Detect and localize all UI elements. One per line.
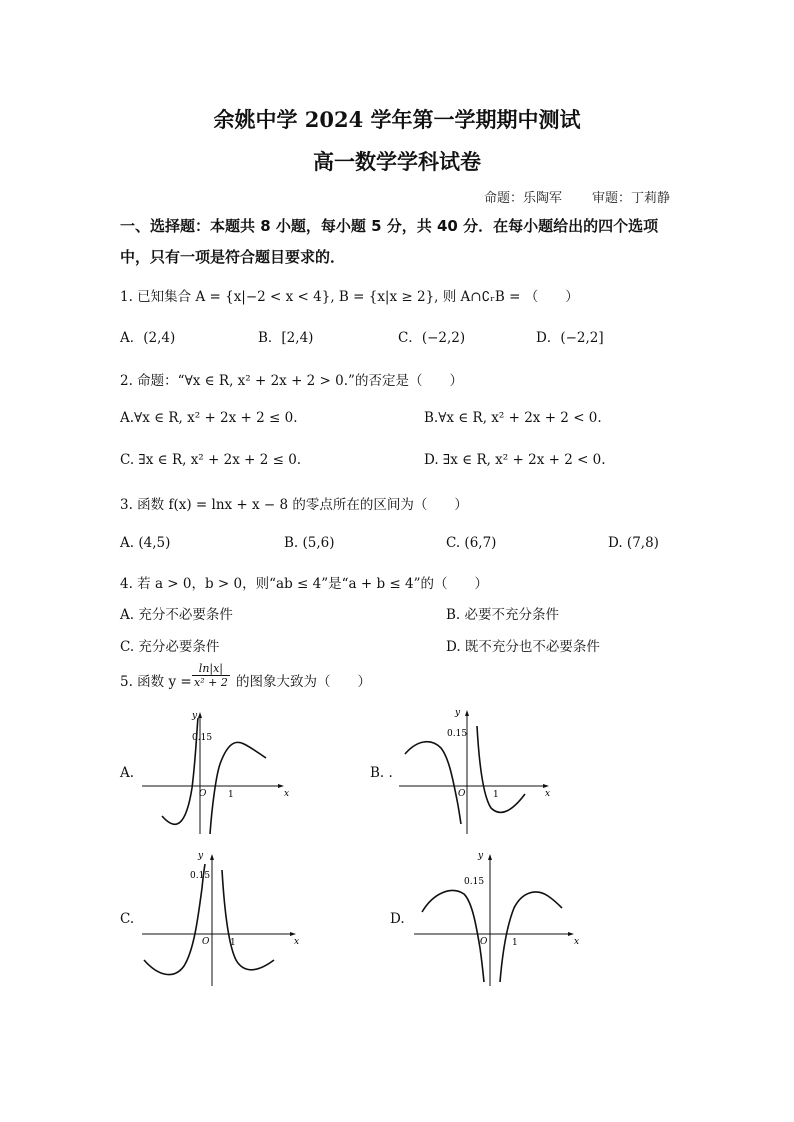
question-5-stem-suffix: 的图象大致为（ ） bbox=[236, 674, 371, 690]
x-axis-arrow bbox=[543, 784, 549, 788]
q4-option-d: D. 既不充分也不必要条件 bbox=[446, 639, 600, 655]
origin-label: O bbox=[458, 789, 466, 799]
x-axis-arrow bbox=[568, 932, 574, 936]
q5-option-d: D. bbox=[390, 911, 405, 927]
curve-right bbox=[500, 892, 562, 982]
q3-option-b: B. (5,6) bbox=[284, 535, 335, 551]
fraction-denominator: x² + 2 bbox=[194, 676, 228, 689]
y-axis-label: y bbox=[455, 708, 461, 718]
y-axis-label: y bbox=[478, 851, 484, 861]
q4-option-c: C. 充分必要条件 bbox=[120, 639, 220, 655]
exam-title: 余姚中学 2024 学年第一学期期中测试 bbox=[213, 107, 581, 132]
x-axis-arrow bbox=[278, 784, 284, 788]
graph-c bbox=[140, 848, 305, 988]
q3-option-a: A. (4,5) bbox=[120, 535, 171, 551]
q3-option-c: C. (6,7) bbox=[446, 535, 497, 551]
curve-right bbox=[210, 742, 266, 834]
x-axis-label: x bbox=[294, 937, 300, 947]
graph-b bbox=[397, 706, 557, 836]
tick-one-label: 1 bbox=[512, 938, 518, 948]
origin-label: O bbox=[480, 937, 488, 947]
exam-subtitle: 高一数学学科试卷 bbox=[313, 149, 481, 174]
graph-d bbox=[412, 848, 582, 988]
tick-015-label: 0.15 bbox=[192, 733, 213, 743]
q1-option-c: C．(−2,2) bbox=[398, 330, 466, 346]
q4-option-b: B. 必要不充分条件 bbox=[446, 607, 560, 623]
y-axis-label: y bbox=[198, 851, 204, 861]
y-axis-arrow bbox=[210, 854, 214, 860]
q2-option-b: B.∀x ∈ R, x² + 2x + 2 < 0. bbox=[424, 410, 602, 426]
tick-015-label: 0.15 bbox=[464, 877, 485, 887]
fraction-numerator: ln|x| bbox=[192, 662, 230, 676]
q1-option-d: D．(−2,2] bbox=[536, 330, 604, 346]
y-axis-arrow bbox=[198, 712, 202, 718]
curve-right bbox=[477, 726, 525, 812]
q2-option-d: D. ∃x ∈ R, x² + 2x + 2 < 0. bbox=[424, 452, 606, 468]
q5-option-b: B. . bbox=[370, 765, 393, 781]
reviewer-label: 审题：丁莉静 bbox=[592, 191, 671, 206]
tick-015-label: 0.15 bbox=[447, 729, 468, 739]
curve-right bbox=[222, 870, 274, 970]
question-1-stem: 1. 已知集合 A = {x|−2 < x < 4}, B = {x|x ≥ 2}, 则 A∩∁ᵣB = （ ） bbox=[120, 289, 579, 305]
tick-one-label: 1 bbox=[230, 938, 236, 948]
q2-option-c: C. ∃x ∈ R, x² + 2x + 2 ≤ 0. bbox=[120, 452, 302, 468]
section-heading-line2: 中，只有一项是符合题目要求的． bbox=[120, 248, 346, 266]
x-axis-label: x bbox=[545, 789, 551, 799]
tick-one-label: 1 bbox=[493, 790, 499, 800]
question-2-stem: 2. 命题：“∀x ∈ R, x² + 2x + 2 > 0.”的否定是（ ） bbox=[120, 373, 463, 389]
y-axis-arrow bbox=[465, 710, 469, 716]
q5-option-a: A. bbox=[120, 765, 135, 781]
origin-label: O bbox=[202, 937, 210, 947]
q1-option-a: A．(2,4) bbox=[120, 330, 176, 346]
tick-one-label: 1 bbox=[228, 790, 234, 800]
tick-015-label: 0.15 bbox=[190, 871, 211, 881]
q1-option-b: B．[2,4) bbox=[258, 330, 314, 346]
q2-option-a: A.∀x ∈ R, x² + 2x + 2 ≤ 0. bbox=[120, 410, 298, 426]
question-3-stem: 3. 函数 f(x) = lnx + x − 8 的零点所在的区间为（ ） bbox=[120, 497, 468, 513]
x-axis-arrow bbox=[290, 932, 296, 936]
q5-option-c: C. bbox=[120, 911, 135, 927]
section-heading-line1: 一、选择题：本题共 8 小题，每小题 5 分，共 40 分．在每小题给出的四个选项 bbox=[120, 217, 659, 235]
curve-left bbox=[422, 891, 484, 982]
question-4-stem: 4. 若 a > 0，b > 0，则“ab ≤ 4”是“a + b ≤ 4”的（ ） bbox=[120, 576, 488, 592]
y-axis-label: y bbox=[192, 711, 198, 721]
origin-label: O bbox=[199, 789, 207, 799]
q4-option-a: A. 充分不必要条件 bbox=[120, 607, 233, 623]
graph-a bbox=[140, 706, 290, 836]
x-axis-label: x bbox=[284, 789, 290, 799]
author-label: 命题：乐陶军 bbox=[484, 191, 563, 206]
curve-left bbox=[405, 742, 461, 824]
y-axis-arrow bbox=[488, 854, 492, 860]
question-5-stem-prefix: 5. 函数 y = bbox=[120, 674, 192, 690]
question-5-fraction bbox=[192, 662, 230, 689]
q3-option-d: D. (7,8) bbox=[608, 535, 659, 551]
x-axis-label: x bbox=[574, 937, 580, 947]
